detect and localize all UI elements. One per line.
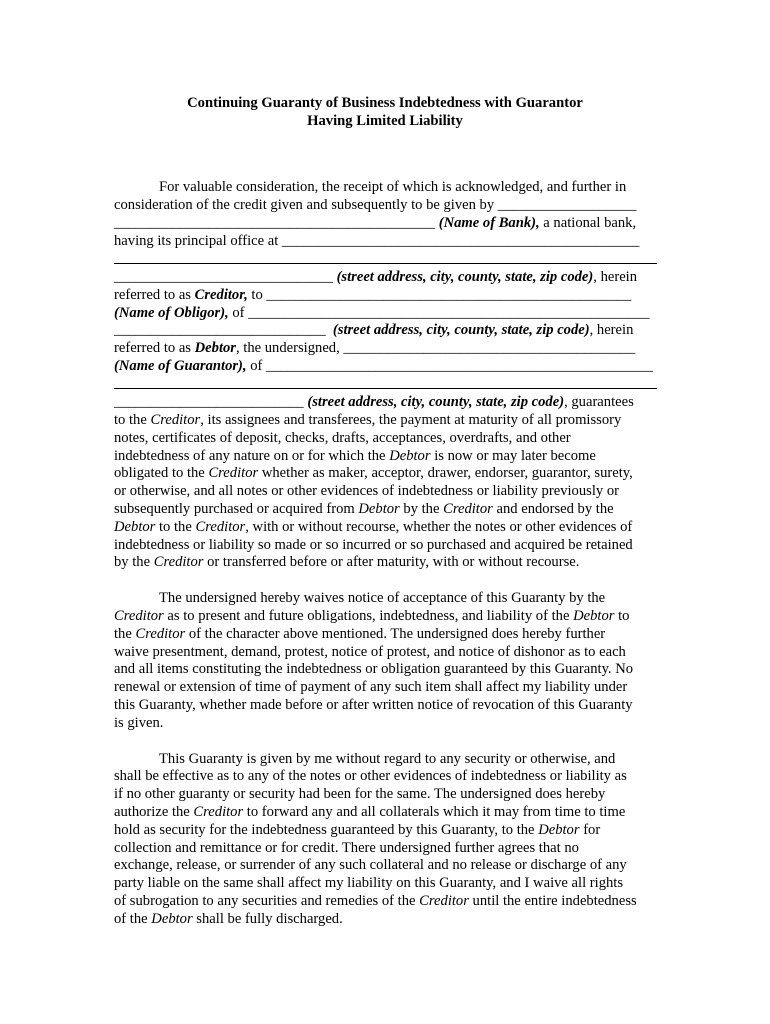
text-line: if no other guaranty or security had been for the same. The undersigned does hereby	[114, 786, 606, 802]
text-line: Debtor to the Creditor, with or without recourse, whether the notes or other evidences of	[114, 519, 633, 535]
text-line: indebtedness of any nature on or for which the Debtor is now or may later become	[114, 448, 596, 464]
blank-field: to __________________________________________________	[247, 287, 632, 303]
text-line: authorize the Creditor to forward any and all collaterals which it may from time to time	[114, 804, 626, 820]
blank-field: _____________________________	[114, 322, 333, 338]
text-line	[114, 304, 650, 322]
blank-rule	[114, 263, 657, 264]
text-line: collection and remittance or for credit. There undersigned further agrees that no	[114, 840, 579, 856]
blank-field: ____________________________________________	[114, 215, 439, 231]
document-title-line-1: Continuing Guaranty of Business Indebtedness with Guarantor	[187, 95, 583, 111]
text-line: referred to as Debtor, the undersigned, ________________________________________	[114, 340, 636, 356]
debtor-term: Debtor	[194, 340, 236, 356]
text-line: The undersigned hereby waives notice of acceptance of this Guaranty by the	[159, 590, 606, 606]
text-line: referred to as Creditor, to __________________________________________________	[114, 287, 632, 303]
text-line: hold as security for the indebtedness guaranteed by this Guaranty, to the Debtor for	[114, 822, 601, 838]
text-line: _____________________________ (street address, city, county, state, zip code), herein	[114, 322, 634, 338]
text-line: and all items constituting the indebtedness or obligation guaranteed by this Guaranty. No	[114, 661, 634, 677]
text-line: notes, certificates of deposit, checks, drafts, acceptances, overdrafts, and other	[114, 430, 571, 446]
text-line: consideration of the credit given and subsequently to be given by ___________________	[114, 197, 637, 213]
text-line: shall be effective as to any of the notes or other evidences of indebtedness or liability as	[114, 768, 627, 784]
blank-field: , the undersigned, ________________________________________	[235, 340, 636, 356]
text-line: of subrogation to any securities and remedies of the Creditor until the entire indebtedness	[114, 893, 637, 909]
name-of-bank-label: (Name of Bank),	[438, 215, 540, 231]
blank-field: ______________________________	[114, 269, 337, 285]
text-line: renewal or extension of time of payment of any such item shall affect my liability under	[114, 679, 628, 695]
blank-field: __________________________	[114, 394, 308, 410]
blank-rule	[114, 388, 657, 389]
text-line: For valuable consideration, the receipt of which is acknowledged, and further in	[159, 179, 627, 195]
text-line: This Guaranty is given by me without regard to any security or otherwise, and	[159, 751, 616, 767]
text-line: Creditor as to present and future obligations, indebtedness, and liability of the Debtor to	[114, 608, 630, 624]
text-line: ______________________________ (street address, city, county, state, zip code), herein	[114, 269, 638, 285]
creditor-term: Creditor,	[194, 287, 248, 303]
text-line: of the Debtor shall be fully discharged.	[114, 911, 343, 927]
address-label: (street address, city, county, state, zip code)	[332, 322, 590, 338]
text-line: subsequently purchased or acquired from Debtor by the Creditor and endorsed by the	[114, 501, 614, 517]
text-line: obligated to the Creditor whether as maker, acceptor, drawer, endorser, guarantor, surety,	[114, 465, 633, 481]
text-line: by the Creditor or transferred before or after maturity, with or without recourse.	[114, 554, 580, 570]
name-of-guarantor-label: (Name of Guarantor),	[114, 358, 247, 374]
document-title-line-2: Having Limited Liability	[307, 113, 463, 129]
name-of-obligor-label: (Name of Obligor),	[114, 305, 229, 321]
blank-field: of _______________________________________________________	[228, 305, 650, 321]
text-line	[114, 357, 653, 375]
text-line: __________________________ (street address, city, county, state, zip code), guarantees	[114, 394, 634, 410]
address-label: (street address, city, county, state, zip code)	[307, 394, 565, 410]
text-line: having its principal office at _________________________________________________	[114, 233, 640, 249]
text-line: to the Creditor, its assignees and transferees, the payment at maturity of all promissory	[114, 412, 622, 428]
text-line: or otherwise, and all notes or other evidences of indebtedness or liability previously or	[114, 483, 619, 499]
text-line: exchange, release, or surrender of any such collateral and no release or discharge of any	[114, 857, 627, 873]
blank-field: of _____________________________________________________	[246, 358, 653, 374]
address-label: (street address, city, county, state, zip code)	[336, 269, 594, 285]
text-line: indebtedness or liability so made or so incurred or so purchased and acquired be retained	[114, 537, 633, 553]
text-line: ____________________________________________ (Name of Bank), a national bank,	[114, 215, 637, 231]
text-line: waive presentment, demand, protest, notice of protest, and notice of dishonor as to each	[114, 644, 626, 660]
text-line: this Guaranty, whether made before or after written notice of revocation of this Guaranty	[114, 697, 633, 713]
text-line: the Creditor of the character above mentioned. The undersigned does hereby further	[114, 626, 606, 642]
text-line: is given.	[114, 715, 164, 731]
text-line: party liable on the same shall affect my liability on this Guaranty, and I waive all rights	[114, 875, 624, 891]
